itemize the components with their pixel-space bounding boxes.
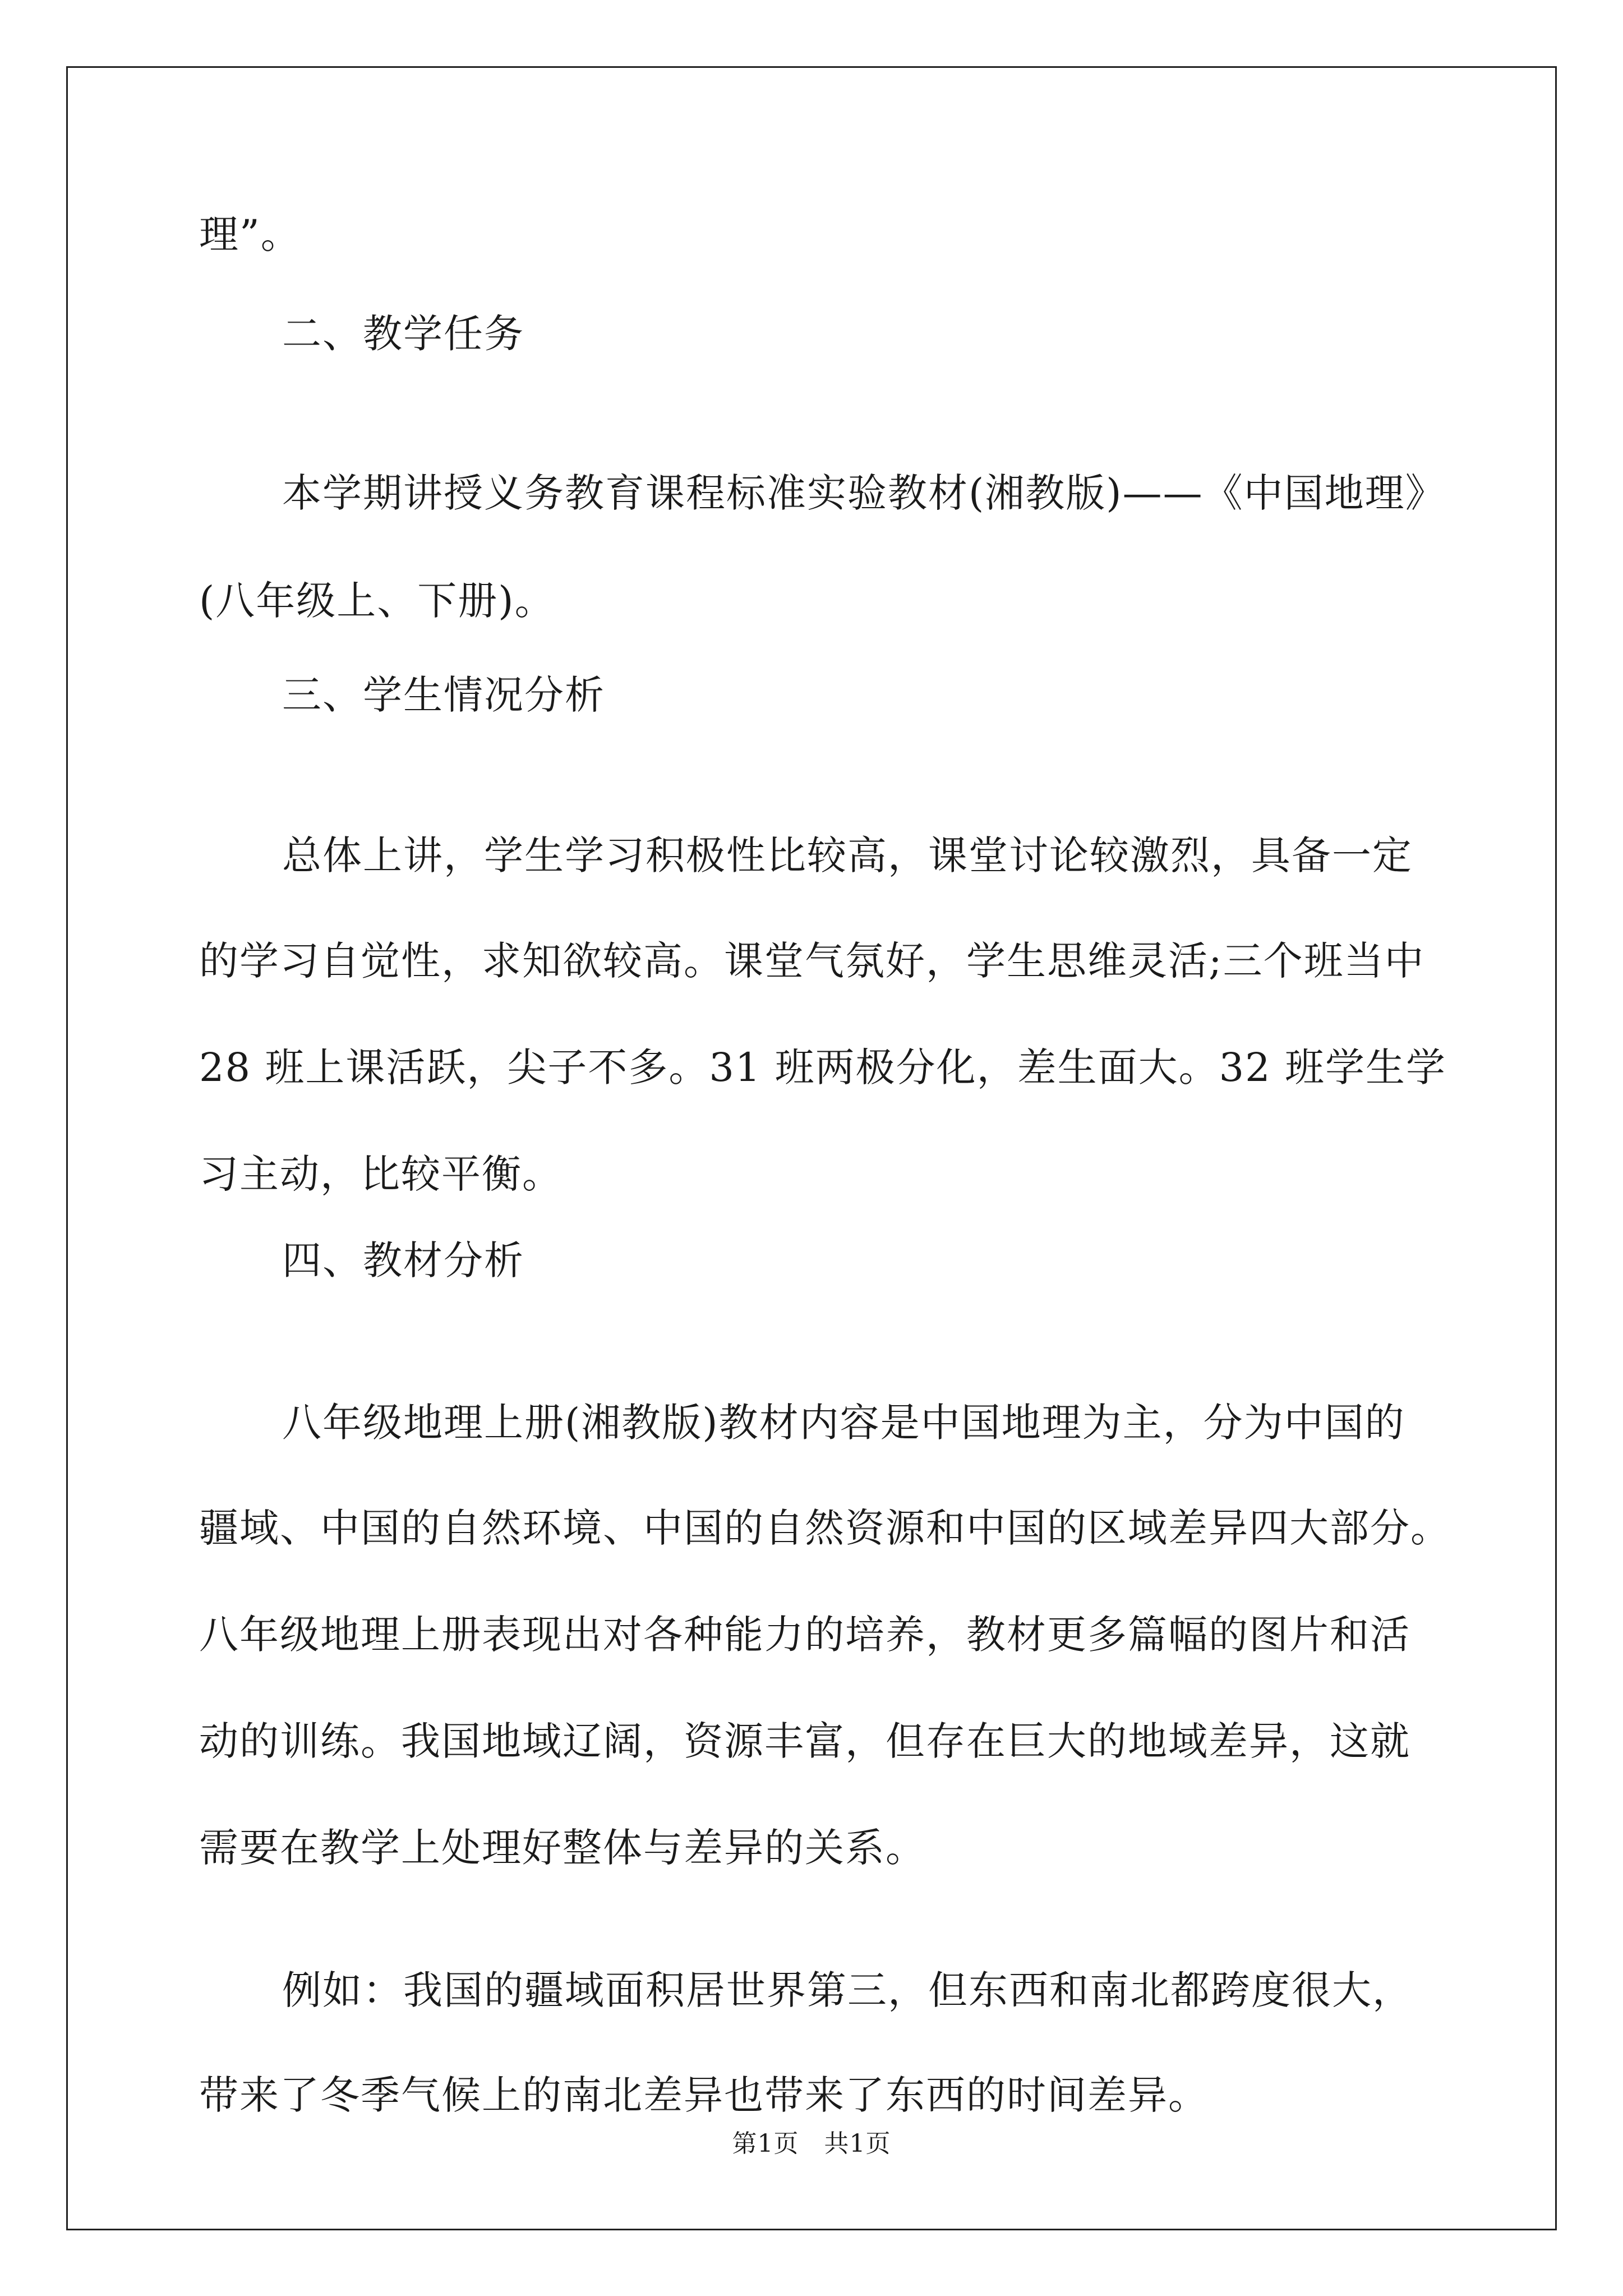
text-line: 理”。 [199,211,301,257]
section-heading-student-analysis: 三、学生情况分析 [282,672,605,718]
text-line: 需要在教学上处理好整体与差异的关系。 [199,1825,926,1871]
text-line: 28 班上课活跃，尖子不多。31 班两极分化，差生面大。32 班学生学 [199,1045,1446,1091]
section-heading-teaching-tasks: 二、教学任务 [282,311,524,357]
text-line: (八年级上、下册)。 [199,578,555,624]
text-line: 八年级地理上册表现出对各种能力的培养，教材更多篇幅的图片和活 [199,1612,1410,1658]
text-line: 本学期讲授义务教育课程标准实验教材(湘教版)——《中国地理》 [282,470,1446,516]
text-line: 例如：我国的疆域面积居世界第三，但东西和南北都跨度很大， [282,1967,1413,2013]
text-line: 动的训练。我国地域辽阔，资源丰富，但存在巨大的地域差异，这就 [199,1718,1410,1764]
page-number-footer: 第1页 共1页 [732,2129,891,2158]
text-line: 带来了冬季气候上的南北差异也带来了东西的时间差异。 [199,2072,1209,2118]
text-line: 疆域、中国的自然环境、中国的自然资源和中国的区域差异四大部分。 [199,1505,1451,1551]
section-heading-textbook-analysis: 四、教材分析 [282,1237,524,1283]
text-line: 总体上讲，学生学习积极性比较高，课堂讨论较激烈，具备一定 [282,832,1413,878]
text-line: 八年级地理上册(湘教版)教材内容是中国地理为主，分为中国的 [282,1400,1405,1446]
text-line: 的学习自觉性，求知欲较高。课堂气氛好，学生思维灵活;三个班当中 [199,938,1425,984]
text-line: 习主动，比较平衡。 [199,1151,562,1197]
